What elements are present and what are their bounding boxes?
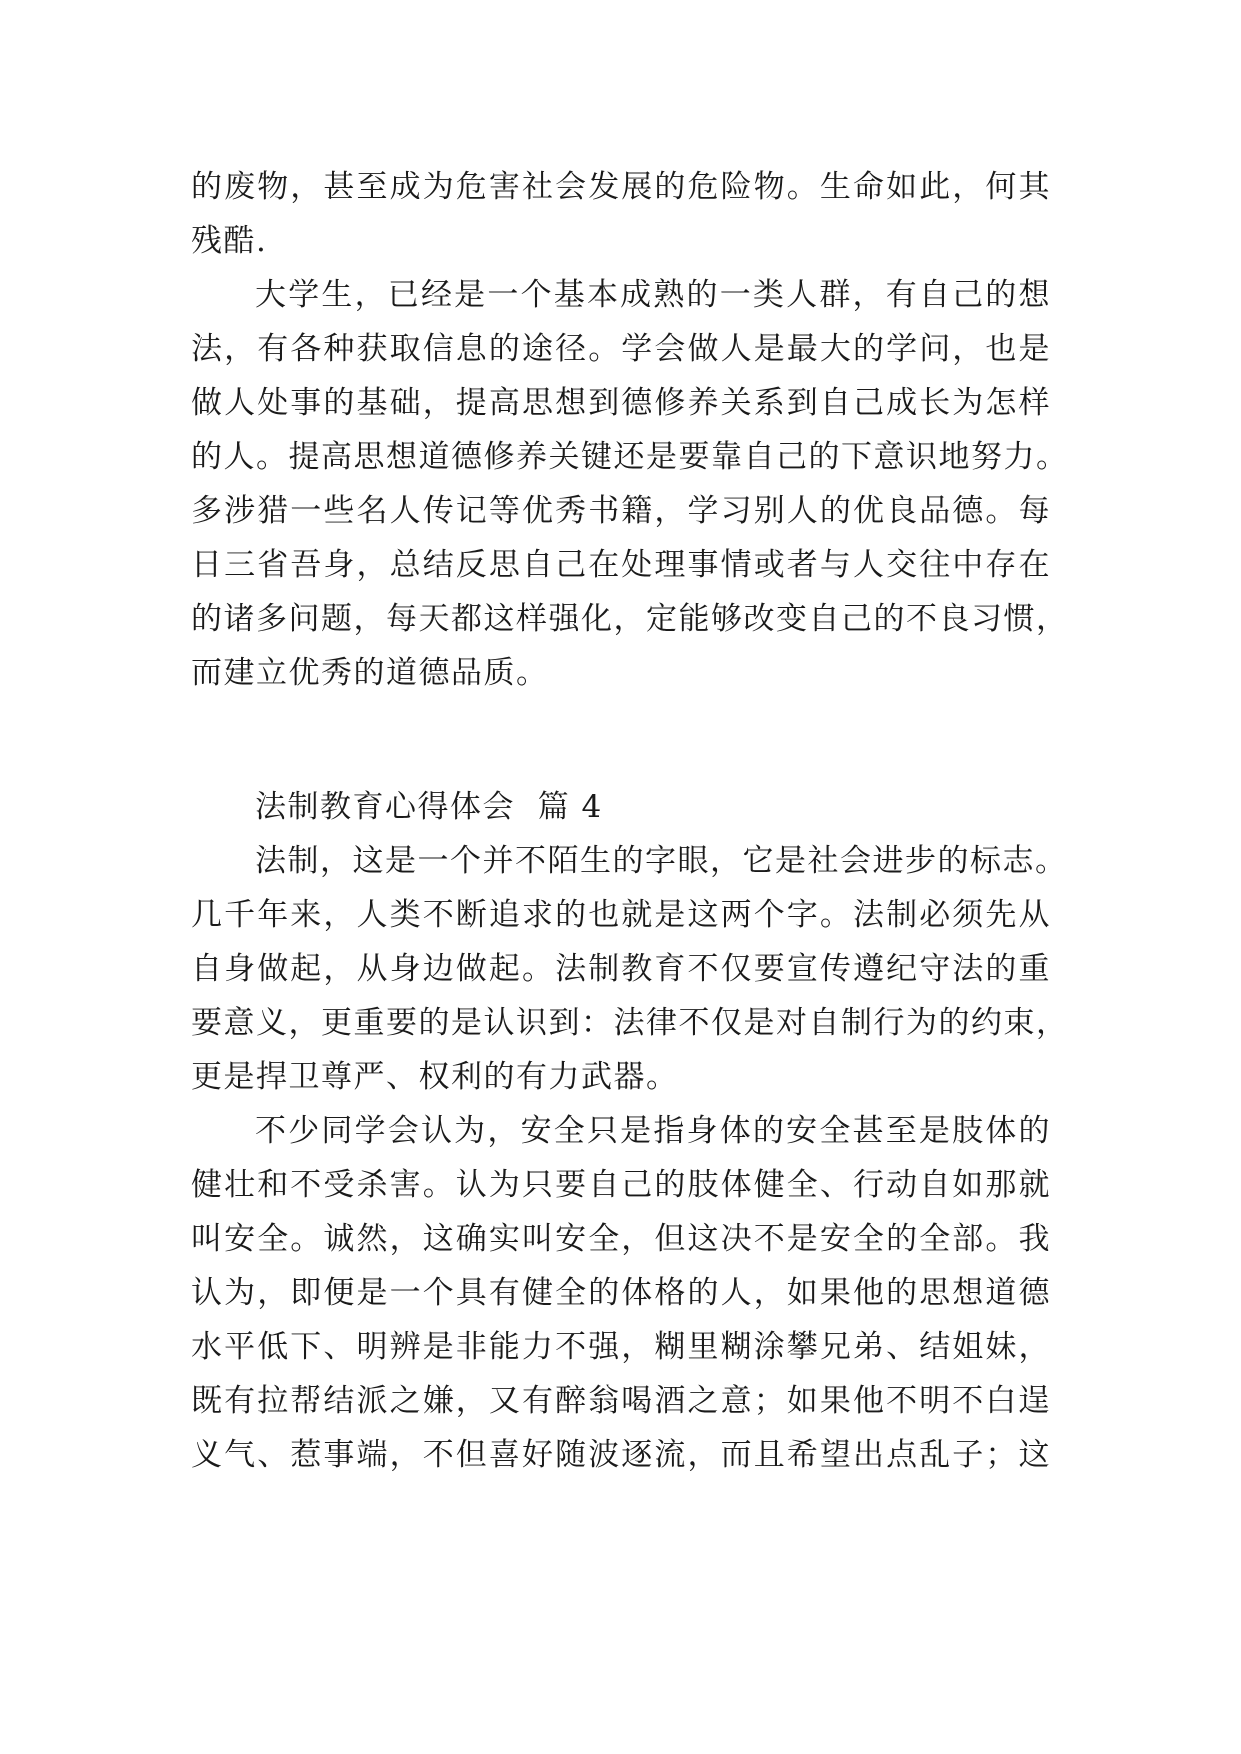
paragraph-line: 法，有各种获取信息的途径。学会做人是最大的学问，也是: [191, 331, 1051, 367]
section-paragraph-2: [191, 1104, 1051, 1482]
paragraph-line: 日三省吾身，总结反思自己在处理事情或者与人交往中存在: [191, 547, 1051, 583]
paragraph-line: 叫安全。诚然，这确实叫安全，但这决不是安全的全部。我: [191, 1221, 1051, 1257]
paragraph-line: 水平低下、明辨是非能力不强，糊里糊涂攀兄弟、结姐妹，: [191, 1329, 1051, 1365]
section-heading: 法制教育心得体会 篇 4: [255, 789, 603, 825]
paragraph-line: 要意义，更重要的是认识到：法律不仅是对自制行为的约束，: [191, 1005, 1069, 1041]
paragraph-line: 的诸多问题，每天都这样强化，定能够改变自己的不良习惯，: [191, 601, 1069, 637]
paragraph-line: 义气、惹事端，不但喜好随波逐流，而且希望出点乱子；这: [191, 1437, 1051, 1473]
paragraph-1: [191, 160, 1051, 268]
paragraph-line: 既有拉帮结派之嫌，又有醉翁喝酒之意；如果他不明不白逞: [191, 1383, 1051, 1419]
paragraph-line: 多涉猎一些名人传记等优秀书籍，学习别人的优良品德。每: [191, 493, 1051, 529]
paragraph-line: 法制，这是一个并不陌生的字眼，它是社会进步的标志。: [255, 843, 1068, 879]
document-page: [191, 160, 1069, 1482]
paragraph-line: 更是捍卫尊严、权利的有力武器。: [191, 1059, 679, 1095]
paragraph-line: 不少同学会认为，安全只是指身体的安全甚至是肢体的: [255, 1113, 1051, 1149]
section-spacer: [191, 700, 1051, 780]
paragraph-2: [191, 268, 1069, 700]
paragraph-line: 自身做起，从身边做起。法制教育不仅要宣传遵纪守法的重: [191, 951, 1051, 987]
section-paragraph-1: [191, 834, 1069, 1104]
paragraph-line: 健壮和不受杀害。认为只要自己的肢体健全、行动自如那就: [191, 1167, 1051, 1203]
paragraph-line: 而建立优秀的道德品质。: [191, 655, 549, 691]
paragraph-line: 的人。提高思想道德修养关键还是要靠自己的下意识地努力。: [191, 439, 1069, 475]
paragraph-line: 大学生，已经是一个基本成熟的一类人群，有自己的想: [255, 277, 1051, 313]
paragraph-line: 做人处事的基础，提高思想到德修养关系到自己成长为怎样: [191, 385, 1051, 421]
paragraph-line: 残酷.: [191, 223, 268, 259]
paragraph-line: 几千年来，人类不断追求的也就是这两个字。法制必须先从: [191, 897, 1051, 933]
paragraph-line: 认为，即便是一个具有健全的体格的人，如果他的思想道德: [191, 1275, 1051, 1311]
paragraph-line: 的废物，甚至成为危害社会发展的危险物。生命如此，何其: [191, 169, 1051, 205]
